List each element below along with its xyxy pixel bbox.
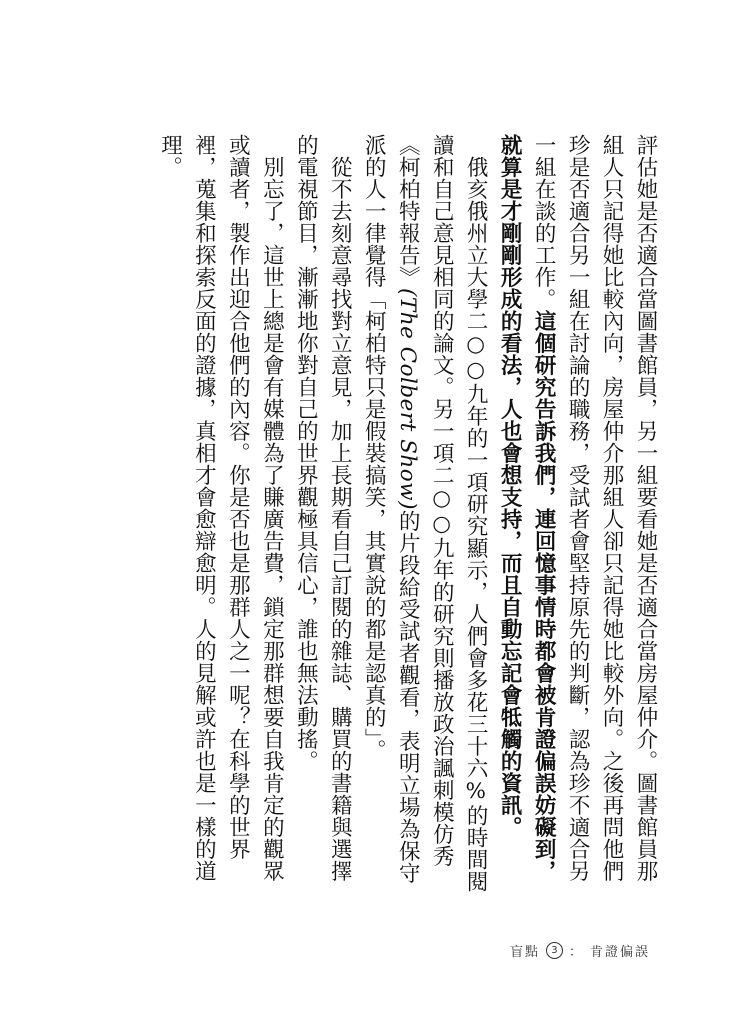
latin-title-segment: (The Colbert Show)	[395, 288, 421, 510]
running-footer	[510, 941, 650, 960]
footer-section: 盲點	[509, 945, 540, 960]
paragraph	[492, 134, 662, 894]
paragraph	[152, 134, 288, 894]
bold-text-segment: 這個研究告訴我們，連回憶事情時都會被肯證偏誤妨礙到，就算是才剛剛形成的看法，人也會想支持，而且自動忘記會牴觸的資訊。	[497, 134, 557, 882]
footer-chapter-number: 3	[546, 942, 563, 959]
footer-separator: ：	[568, 945, 584, 960]
footer-chapter-title: 肯證偏誤	[589, 945, 650, 960]
text-segment: 俄亥俄州立大學二○○九年的一項研究顯示，人們會多花三十六%的時間閱讀和自己意見相同的論文。另一項二○○九年的研究則播放政治諷刺模仿秀《柯柏特報告》	[395, 134, 489, 892]
text-segment: 別忘了，這世上總是會有媒體為了賺廣告費，鎖定那群想要自我肯定的觀眾或讀者，製作出迎合他們的內容。你是否也是那群人之一呢？在科學的世界裡，蒐集和探索反面的證據，真相才會愈辯愈明。人的見解或許也是一樣的道理。	[157, 134, 285, 882]
text-segment: 從不去刻意尋找對立意見，加上長期看自己訂閱的雜誌、購買的書籍與選擇的電視節目，漸漸地你對自己的世界觀極具信心，誰也無法動搖。	[293, 134, 353, 882]
body-text	[142, 134, 662, 894]
text-segment: 評估她是否適合當圖書館員，另一組要看她是否適合當房屋仲介。圖書館員那組人只記得她比較內向，房屋仲介那組人卻只記得她比較外向。之後再問他們珍是否適合另一組在討論的職務，受試者會堅持原先的判斷，認為珍不適合另一組在談的工作。	[531, 134, 658, 882]
text-segment: 的片段給受試者觀看，表明立場為保守派的人一律覺得「柯柏特只是假裝搞笑，其實說的都是認真的」。	[361, 134, 421, 884]
paragraph	[356, 134, 492, 894]
paragraph	[288, 134, 356, 894]
